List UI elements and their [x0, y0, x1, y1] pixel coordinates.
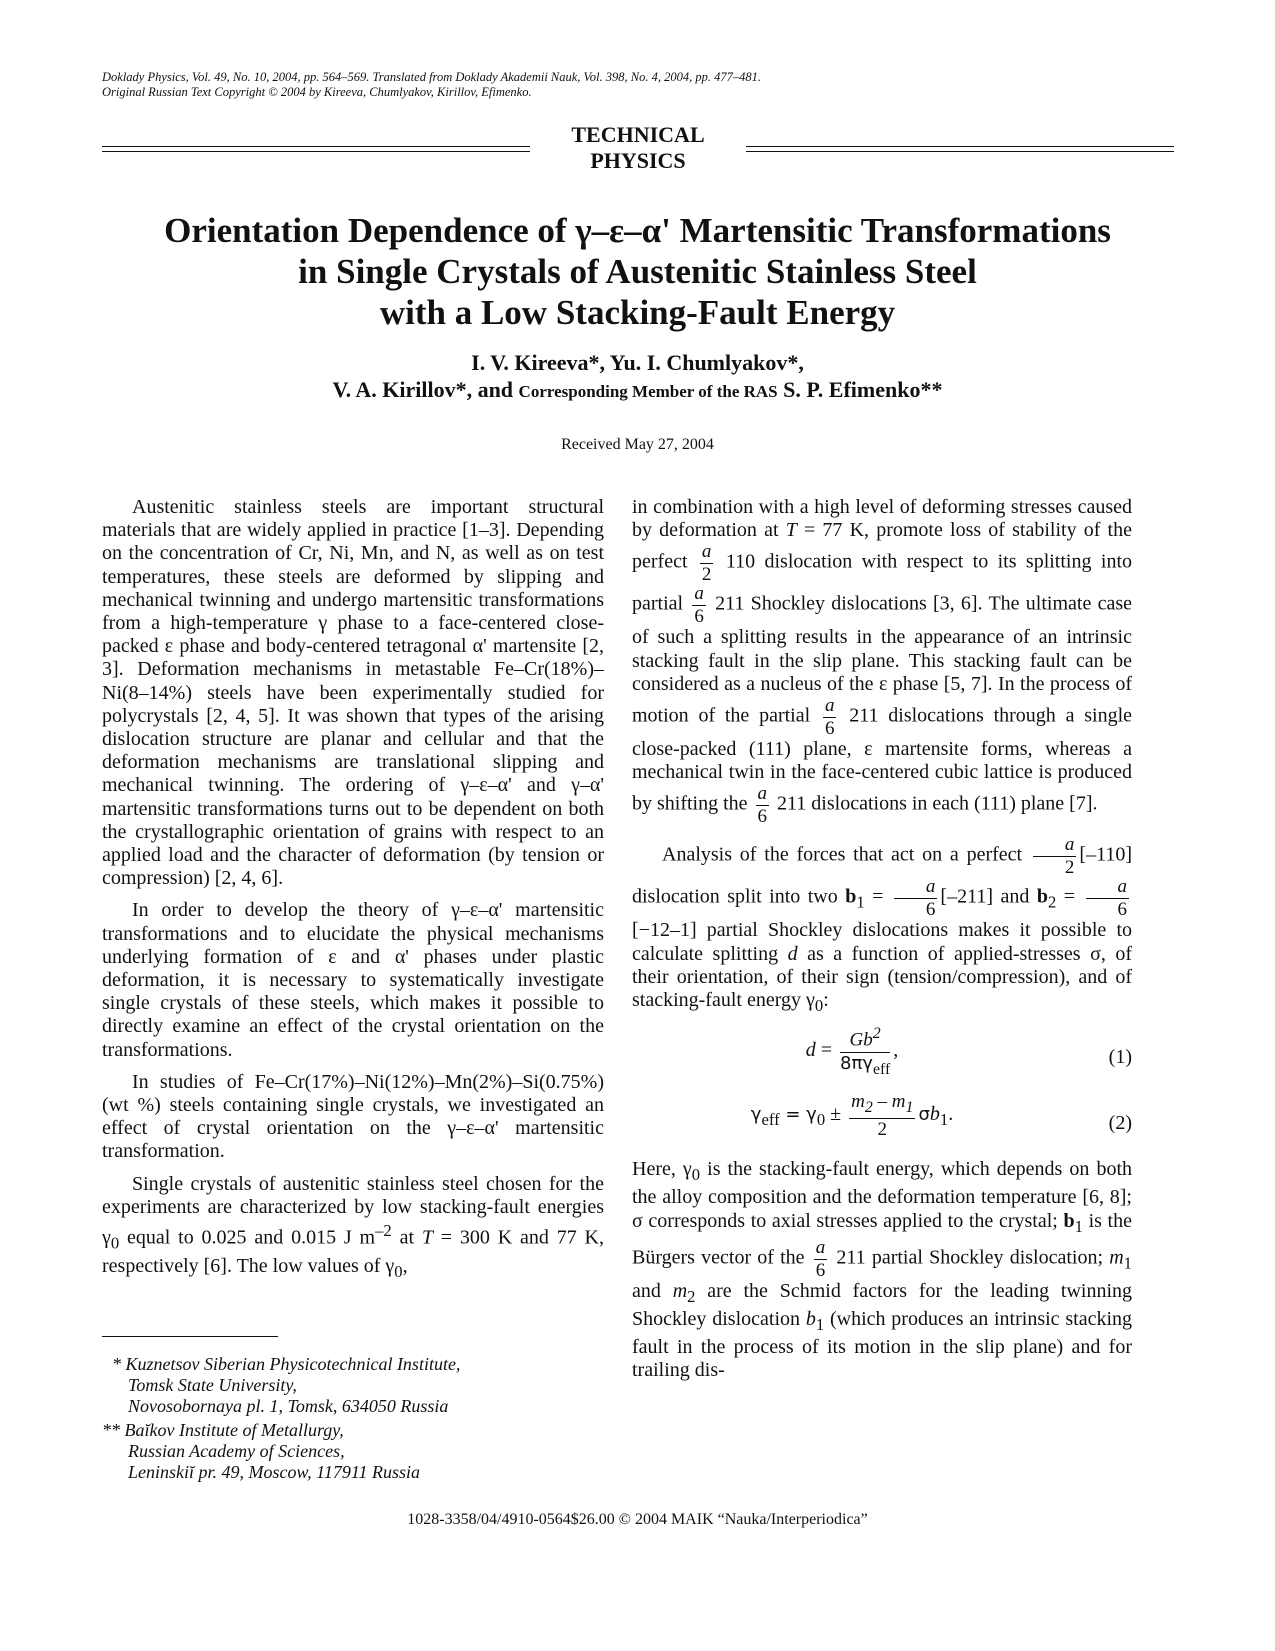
- footnote-line: ** Baĭkov Institute of Metallurgy,: [102, 1420, 344, 1440]
- text: at: [391, 1226, 422, 1249]
- text: Here, γ: [632, 1158, 692, 1181]
- authors-last-name: S. P. Efimenko**: [777, 377, 943, 402]
- text: in combination with a high level of deforming stresses caused by deformation at: [632, 496, 1132, 542]
- fraction-numerator: a: [824, 695, 835, 717]
- title-line-3: with a Low Stacking-Fault Energy: [379, 293, 896, 332]
- equation-body: [632, 1092, 1072, 1139]
- section-rule-right: [746, 146, 1174, 152]
- text: =: [1056, 886, 1083, 909]
- text: ,: [402, 1254, 408, 1277]
- text: (which produces an intrinsic stacking fault in the process of its motion in the slip plane) and for trailing dis-: [632, 1308, 1133, 1382]
- equation-body: [632, 1026, 1072, 1077]
- variable: d: [787, 942, 798, 965]
- fraction-numerator: a: [757, 783, 768, 805]
- fraction-denominator: 6: [757, 806, 768, 828]
- author-list: [100, 349, 1175, 405]
- equation-1: [632, 1026, 1132, 1092]
- eq-text: = γ: [779, 1104, 817, 1126]
- citation-line-2: Original Russian Text Copyright © 2004 by Kireeva, Chumlyakov, Kirillov, Efimenko.: [102, 85, 532, 99]
- variable: T: [785, 519, 797, 542]
- subscript: eff: [872, 1060, 891, 1078]
- eq-text: m: [891, 1091, 906, 1113]
- vector: b: [845, 886, 857, 909]
- footnote-line: Tomsk State University,: [128, 1375, 297, 1395]
- subscript: eff: [761, 1110, 780, 1130]
- text: and: [632, 1279, 673, 1302]
- text: = 77 K, promote loss of stability of the perfect: [632, 519, 1132, 573]
- eq-text: .: [948, 1103, 954, 1126]
- article-title: [80, 210, 1195, 333]
- paragraph: In order to develop the theory of γ–ε–α' martensitic transformations and to elucidate the physical mechanisms underlying formation of ε and α' phases under plastic deformation, it is necessary to systematically investigate single crystals of these steels, which makes it possible to directly examine an effect of the crystal orientation on the transformations.: [102, 899, 604, 1061]
- footnote-line: Russian Academy of Sciences,: [128, 1441, 345, 1461]
- footnote-divider: [102, 1336, 278, 1337]
- equation-2: [632, 1092, 1132, 1158]
- fraction-denominator: 2: [701, 564, 712, 586]
- eq-denominator: 2: [877, 1118, 888, 1140]
- section-label-line-1: TECHNICAL: [571, 122, 705, 147]
- subscript: 0: [816, 1110, 826, 1130]
- eq-text: 8πγ: [840, 1052, 873, 1074]
- fraction-numerator: a: [1033, 835, 1077, 857]
- fraction: [756, 784, 770, 826]
- paragraph: [102, 1173, 604, 1283]
- received-date: Received May 27, 2004: [561, 436, 714, 453]
- fraction: [1086, 877, 1130, 919]
- superscript: 2: [872, 1025, 881, 1043]
- right-column: [632, 496, 1132, 1392]
- eq-operator: =: [815, 1039, 838, 1062]
- eq-operator: ±: [825, 1103, 847, 1126]
- paragraph: [632, 496, 1132, 826]
- text: 211 dislocations through a single close-packed (111) plane, ε martensite forms, whereas a mechanical twin in the face-centered cubic lattice is produced by shifting the: [632, 704, 1132, 816]
- eq-text: –: [872, 1091, 892, 1113]
- footnote-line: Leninskiĭ pr. 49, Moscow, 117911 Russia: [128, 1462, 420, 1482]
- variable: m: [1109, 1246, 1124, 1269]
- fraction: [814, 1238, 828, 1280]
- fraction-numerator: a: [701, 541, 712, 563]
- variable: T: [421, 1226, 433, 1249]
- text: = 300 K and 77 K, respectively [6]. The low values of γ: [102, 1226, 604, 1277]
- fraction: [823, 696, 837, 738]
- subscript: 1: [815, 1315, 825, 1335]
- footnote-2: [102, 1420, 622, 1483]
- fraction: [1033, 835, 1077, 877]
- text: as a function of applied-stresses σ, of their orientation, of their sign (tension/compression), and of stacking-fault energy γ: [632, 942, 1133, 1012]
- text: Single crystals of austenitic stainless steel chosen for the experiments are characterized by low stacking-fault energies γ: [102, 1172, 604, 1249]
- copyright-footer: 1028-3358/04/4910-0564$26.00 © 2004 MAIK “Nauka/Interperiodica”: [407, 1511, 868, 1528]
- eq-denominator: [840, 1053, 890, 1078]
- subscript: 1: [905, 1099, 914, 1117]
- text: is the Bürgers vector of the: [632, 1209, 1132, 1269]
- subscript: 1: [1123, 1253, 1132, 1273]
- fraction-denominator: 6: [925, 899, 936, 921]
- superscript: –2: [375, 1221, 392, 1241]
- text: 211 Shockley dislocations [3, 6]. The ultimate case of such a splitting results in the appearance of an intrinsic stacking fault in the slip plane. This stacking fault can be considered as a nucleus of the ε phase [5, 7]. In the process of motion of the partial: [632, 593, 1132, 727]
- subscript: 2: [1047, 893, 1057, 913]
- eq-text: m: [851, 1091, 865, 1113]
- text: Analysis of the forces that act on a perfect: [662, 844, 1030, 867]
- eq-fraction: [840, 1026, 890, 1077]
- footnote-1: [102, 1354, 622, 1417]
- text: is the stacking-fault energy, which depends on both the alloy composition and the deformation temperature [6, 8]; σ corresponds to axial stresses applied to the crystal;: [632, 1158, 1132, 1232]
- eq-text: Gb: [849, 1029, 873, 1051]
- fraction: [894, 877, 938, 919]
- footnote-line: * Kuznetsov Siberian Physicotechnical Institute,: [112, 1354, 461, 1374]
- eq-fraction: [849, 1092, 915, 1139]
- left-column: [102, 496, 604, 1292]
- fraction-denominator: 6: [694, 606, 704, 628]
- variable: b: [805, 1308, 816, 1331]
- subscript: 0: [814, 996, 824, 1016]
- text: 211 partial Shockley dislocation;: [830, 1246, 1110, 1269]
- text: [–110] dislocation split into two: [632, 844, 1132, 909]
- journal-citation: [102, 70, 1182, 100]
- title-line-1: Orientation Dependence of γ–ε–α' Martensitic Transformations: [164, 211, 1111, 250]
- equation-number: (2): [1108, 1112, 1132, 1135]
- section-label: [538, 122, 738, 174]
- fraction: [692, 584, 706, 626]
- text: =: [864, 886, 891, 909]
- fraction: [700, 542, 714, 584]
- equation-number: (1): [1108, 1046, 1132, 1069]
- text: 211 dislocations in each (111) plane [7].: [772, 793, 1098, 816]
- fraction-denominator: 6: [824, 718, 835, 740]
- fraction-numerator: a: [1086, 877, 1130, 899]
- title-line-2: in Single Crystals of Austenitic Stainless Steel: [298, 252, 977, 291]
- text: are the Schmid factors for the leading twinning Shockley dislocation: [632, 1279, 1132, 1331]
- citation-line-1: Doklady Physics, Vol. 49, No. 10, 2004, pp. 564–569. Translated from Doklady Akademii Nauk, Vol. 398, No. 4, 2004, pp. 477–481.: [102, 70, 761, 84]
- text: [–211] and: [940, 886, 1037, 909]
- subscript: 1: [939, 1110, 949, 1130]
- fraction-numerator: a: [894, 877, 938, 899]
- authors-line-2: [100, 376, 1175, 405]
- text: :: [823, 989, 829, 1012]
- subscript: 0: [394, 1261, 403, 1281]
- eq-numerator: [849, 1092, 915, 1119]
- affiliation-footnotes: [102, 1354, 622, 1486]
- authors-line-1: I. V. Kireeva*, Yu. I. Chumlyakov*,: [471, 350, 804, 375]
- eq-numerator: [840, 1026, 890, 1052]
- eq-variable: b: [929, 1103, 940, 1126]
- fraction-numerator: a: [694, 583, 704, 605]
- paragraph: [632, 1158, 1132, 1382]
- eq-text: ,: [893, 1039, 899, 1062]
- subscript: 1: [856, 893, 865, 913]
- fraction-denominator: 2: [1064, 857, 1075, 879]
- paragraph: Austenitic stainless steels are important structural materials that are widely applied in practice [1–3]. Depending on the concentration of Cr, Ni, Mn, and N, as well as on test temperatures, these steels are deformed by slipping and mechanical twinning and undergo martensitic transformations from a high-temperature γ phase to a face-centered close-packed ε phase and body-centered tetragonal α' martensite [2, 3]. Deformation mechanisms in metastable Fe–Cr(18%)–Ni(8–14%) steels have been experimentally studied for polycrystals [2, 4, 5]. It was shown that types of the arising dislocation structure are planar and cellular and that the deformation mechanisms are translational slipping and mechanical twinning. The ordering of γ–ε–α' and γ–α' martensitic transformations turns out to be dependent on both the crystallographic orientation of grains with respect to an applied load and the character of deformation (by tension or compression) [2, 4, 6].: [102, 496, 604, 890]
- text: equal to 0.025 and 0.015 J m: [119, 1226, 376, 1249]
- eq-variable: d: [805, 1039, 816, 1062]
- footnote-line: Novosobornaya pl. 1, Tomsk, 634050 Russia: [128, 1396, 449, 1416]
- paragraph: [632, 835, 1132, 1017]
- text: 110 dislocation with respect to its splitting into partial: [632, 551, 1132, 615]
- subscript: 1: [1074, 1216, 1083, 1236]
- section-label-line-2: PHYSICS: [590, 148, 686, 173]
- subscript: 2: [864, 1099, 873, 1117]
- subscript: 0: [110, 1233, 120, 1253]
- vector: b: [1036, 886, 1048, 909]
- fraction-denominator: 6: [1117, 899, 1127, 921]
- eq-text: γ: [750, 1104, 762, 1126]
- paragraph: In studies of Fe–Cr(17%)–Ni(12%)–Mn(2%)–Si(0.75%) (wt %) steels containing single crystals, we investigated an effect of crystal orientation on the γ–ε–α' martensitic transformation.: [102, 1070, 604, 1163]
- variable: m: [672, 1279, 688, 1302]
- author-rank: Corresponding Member of the RAS: [518, 382, 778, 401]
- subscript: 0: [691, 1165, 701, 1185]
- authors-names: V. A. Kirillov*, and: [332, 377, 519, 402]
- vector: b: [1063, 1209, 1075, 1232]
- fraction-numerator: a: [815, 1236, 826, 1258]
- fraction-denominator: 6: [815, 1259, 826, 1281]
- text: [−12–1] partial Shockley dislocations makes it possible to calculate splitting: [632, 919, 1132, 965]
- eq-text: σ: [918, 1104, 930, 1126]
- section-rule-left: [102, 146, 530, 152]
- subscript: 2: [687, 1286, 696, 1306]
- section-heading: [102, 122, 1174, 178]
